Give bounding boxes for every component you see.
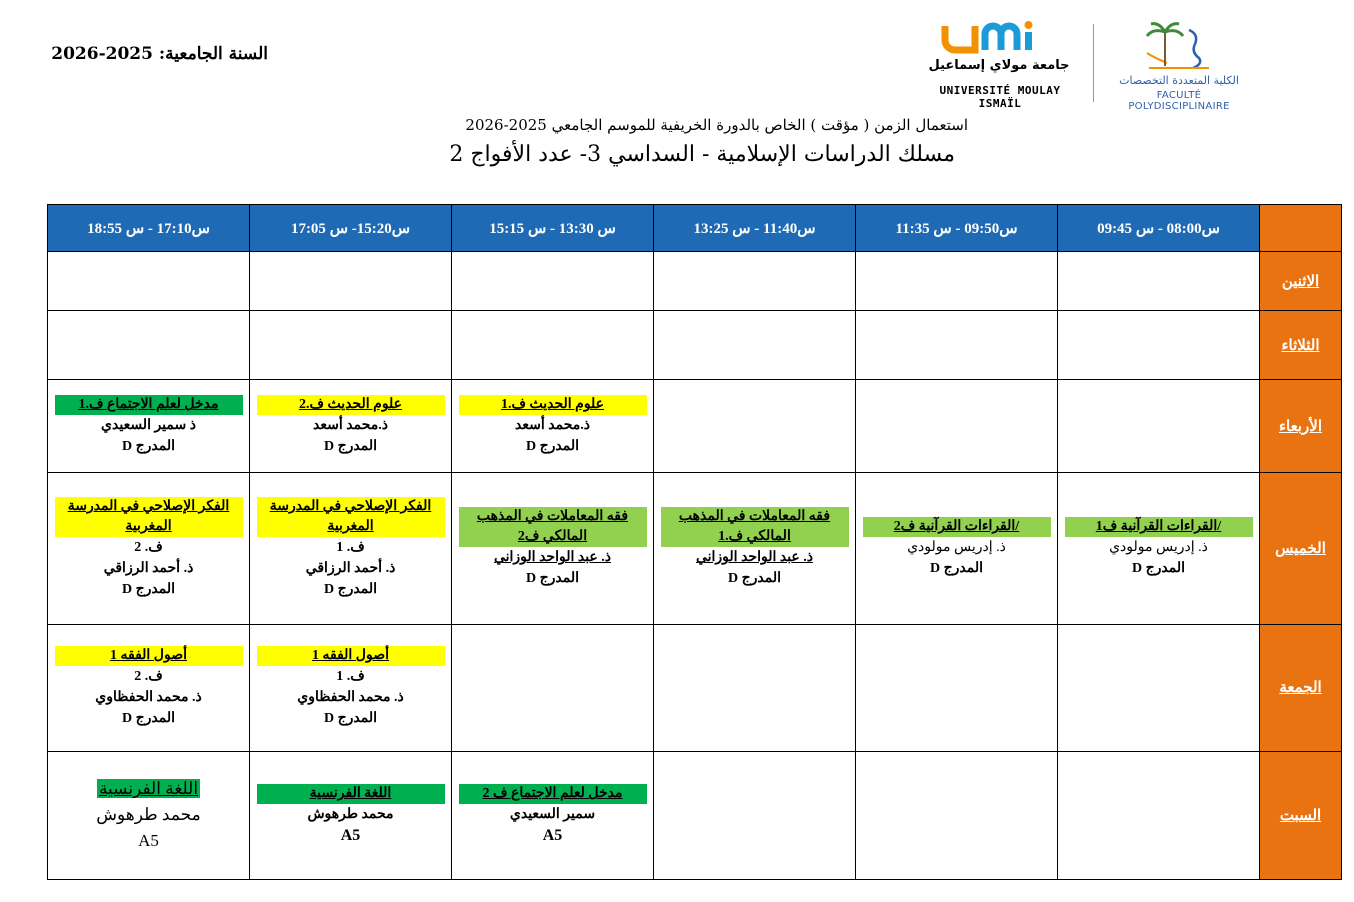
room: المدرج D bbox=[121, 439, 176, 455]
empty-cell bbox=[856, 252, 1058, 311]
room: A5 bbox=[138, 831, 159, 851]
empty-cell bbox=[250, 311, 452, 380]
course-name: فقه المعاملات في المذهب المالكي ف2 bbox=[459, 507, 647, 547]
slot-header-6: س17:10 - س 18:55 bbox=[48, 205, 250, 252]
course-cell bbox=[1058, 473, 1260, 624]
empty-cell bbox=[48, 252, 250, 311]
professor: ذ سمير السعيدي bbox=[101, 418, 196, 434]
empty-cell bbox=[856, 311, 1058, 380]
corner-cell bbox=[1260, 205, 1342, 252]
room: المدرج D bbox=[929, 561, 984, 577]
slot-header-2: س09:50 - س 11:35 bbox=[856, 205, 1058, 252]
room: المدرج D bbox=[121, 711, 176, 727]
empty-cell bbox=[856, 380, 1058, 473]
professor: ذ. أحمد الرزاقي bbox=[305, 560, 396, 576]
empty-cell bbox=[48, 311, 250, 380]
course-name: علوم الحديث ف.2 bbox=[257, 395, 445, 415]
course-name: اللغة الفرنسية bbox=[257, 784, 445, 804]
umi-name-ar: جامعة مولاي إسماعيل bbox=[928, 58, 1070, 73]
logos-area bbox=[905, 18, 1255, 112]
empty-cell bbox=[1058, 751, 1260, 879]
day-saturday: السبت bbox=[1260, 751, 1342, 879]
empty-cell bbox=[654, 624, 856, 751]
room: A5 bbox=[542, 827, 563, 845]
course-cell bbox=[48, 380, 250, 473]
professor: ذ. محمد الحفظاوي bbox=[297, 690, 404, 706]
course-name: أصول الفقه 1 bbox=[55, 646, 243, 666]
empty-cell bbox=[250, 252, 452, 311]
course-name: الفكر الإصلاحي في المدرسة المغربية bbox=[257, 497, 445, 537]
empty-cell bbox=[654, 311, 856, 380]
slot-header-4: س 13:30 - س 15:15 bbox=[452, 205, 654, 252]
page-subtitle: استعمال الزمن ( مؤقت ) الخاص بالدورة الخريفية للموسم الجامعي 2025-2026 bbox=[465, 116, 968, 134]
course-name: أصول الفقه 1 bbox=[257, 646, 445, 666]
umi-name-fr: UNIVERSITÉ MOULAY ISMAÏL bbox=[939, 84, 1061, 110]
course-cell bbox=[250, 624, 452, 751]
empty-cell bbox=[856, 624, 1058, 751]
empty-cell bbox=[1058, 380, 1260, 473]
course-cell bbox=[250, 751, 452, 879]
course-name: /القراءات القرآنية ف1 bbox=[1065, 517, 1253, 537]
group: ف. 2 bbox=[134, 669, 163, 685]
page-title: مسلك الدراسات الإسلامية - السداسي 3- عدد الأفواج 2 bbox=[449, 142, 955, 167]
course-name: علوم الحديث ف.1 bbox=[459, 395, 647, 415]
group: ف. 2 bbox=[134, 539, 163, 555]
course-cell bbox=[250, 380, 452, 473]
professor: ذ. إدريس مولودي bbox=[1109, 540, 1208, 556]
empty-cell bbox=[856, 751, 1058, 879]
course-cell bbox=[856, 473, 1058, 624]
professor: محمد طرهوش bbox=[307, 807, 394, 823]
academic-year: السنة الجامعية: 2025-2026 bbox=[51, 44, 268, 64]
professor: ذ.محمد أسعد bbox=[313, 418, 388, 434]
course-name: اللغة الفرنسية bbox=[98, 779, 199, 799]
course-cell bbox=[452, 380, 654, 473]
professor: ذ.محمد أسعد bbox=[515, 418, 590, 434]
course-cell bbox=[48, 751, 250, 879]
room: A5 bbox=[340, 827, 361, 845]
day-tuesday: الثلاثاء bbox=[1260, 311, 1342, 380]
day-thursday: الخميس bbox=[1260, 473, 1342, 624]
slot-header-1: س08:00 - س 09:45 bbox=[1058, 205, 1260, 252]
professor: ذ. إدريس مولودي bbox=[907, 540, 1006, 556]
day-wednesday: الأربعاء bbox=[1260, 380, 1342, 473]
room: المدرج D bbox=[525, 439, 580, 455]
empty-cell bbox=[654, 252, 856, 311]
empty-cell bbox=[1058, 624, 1260, 751]
empty-cell bbox=[452, 311, 654, 380]
group: ف. 1 bbox=[336, 669, 365, 685]
empty-cell bbox=[452, 624, 654, 751]
professor: ذ. عبد الواحد الوزاني bbox=[695, 550, 814, 566]
day-friday: الجمعة bbox=[1260, 624, 1342, 751]
room: المدرج D bbox=[525, 571, 580, 587]
course-cell bbox=[250, 473, 452, 624]
course-cell bbox=[654, 473, 856, 624]
course-cell bbox=[452, 473, 654, 624]
professor: ذ. محمد الحفظاوي bbox=[95, 690, 202, 706]
day-monday: الاثنين bbox=[1260, 252, 1342, 311]
course-name: الفكر الإصلاحي في المدرسة المغربية bbox=[55, 497, 243, 537]
course-cell bbox=[48, 473, 250, 624]
course-name: مدخل لعلم الاجتماع ف.1 bbox=[55, 395, 243, 415]
slot-header-3: س11:40 - س 13:25 bbox=[654, 205, 856, 252]
professor: سمير السعيدي bbox=[509, 807, 596, 823]
empty-cell bbox=[654, 380, 856, 473]
course-cell bbox=[48, 624, 250, 751]
room: المدرج D bbox=[1131, 561, 1186, 577]
course-name: /القراءات القرآنية ف2 bbox=[863, 517, 1051, 537]
room: المدرج D bbox=[323, 439, 378, 455]
faculty-name-fr: FACULTÉ POLYDISCIPLINAIRE bbox=[1128, 90, 1230, 112]
logo-separator bbox=[1093, 24, 1094, 102]
room: المدرج D bbox=[727, 571, 782, 587]
group: ف. 1 bbox=[336, 539, 365, 555]
room: المدرج D bbox=[121, 581, 176, 597]
course-name: فقه المعاملات في المذهب المالكي ف.1 bbox=[661, 507, 849, 547]
room: المدرج D bbox=[323, 581, 378, 597]
empty-cell bbox=[1058, 252, 1260, 311]
room: المدرج D bbox=[323, 711, 378, 727]
slot-header-5: س15:20- س 17:05 bbox=[250, 205, 452, 252]
professor: محمد طرهوش bbox=[96, 805, 201, 825]
professor: ذ. أحمد الرزاقي bbox=[103, 560, 194, 576]
empty-cell bbox=[654, 751, 856, 879]
professor: ذ. عبد الواحد الوزاني bbox=[493, 550, 612, 566]
course-cell bbox=[452, 751, 654, 879]
empty-cell bbox=[1058, 311, 1260, 380]
empty-cell bbox=[452, 252, 654, 311]
faculty-name-ar: الكلية المتعددة التخصصات bbox=[1119, 74, 1239, 87]
course-name: مدخل لعلم الاجتماع ف 2 bbox=[459, 784, 647, 804]
timetable bbox=[47, 204, 1342, 880]
